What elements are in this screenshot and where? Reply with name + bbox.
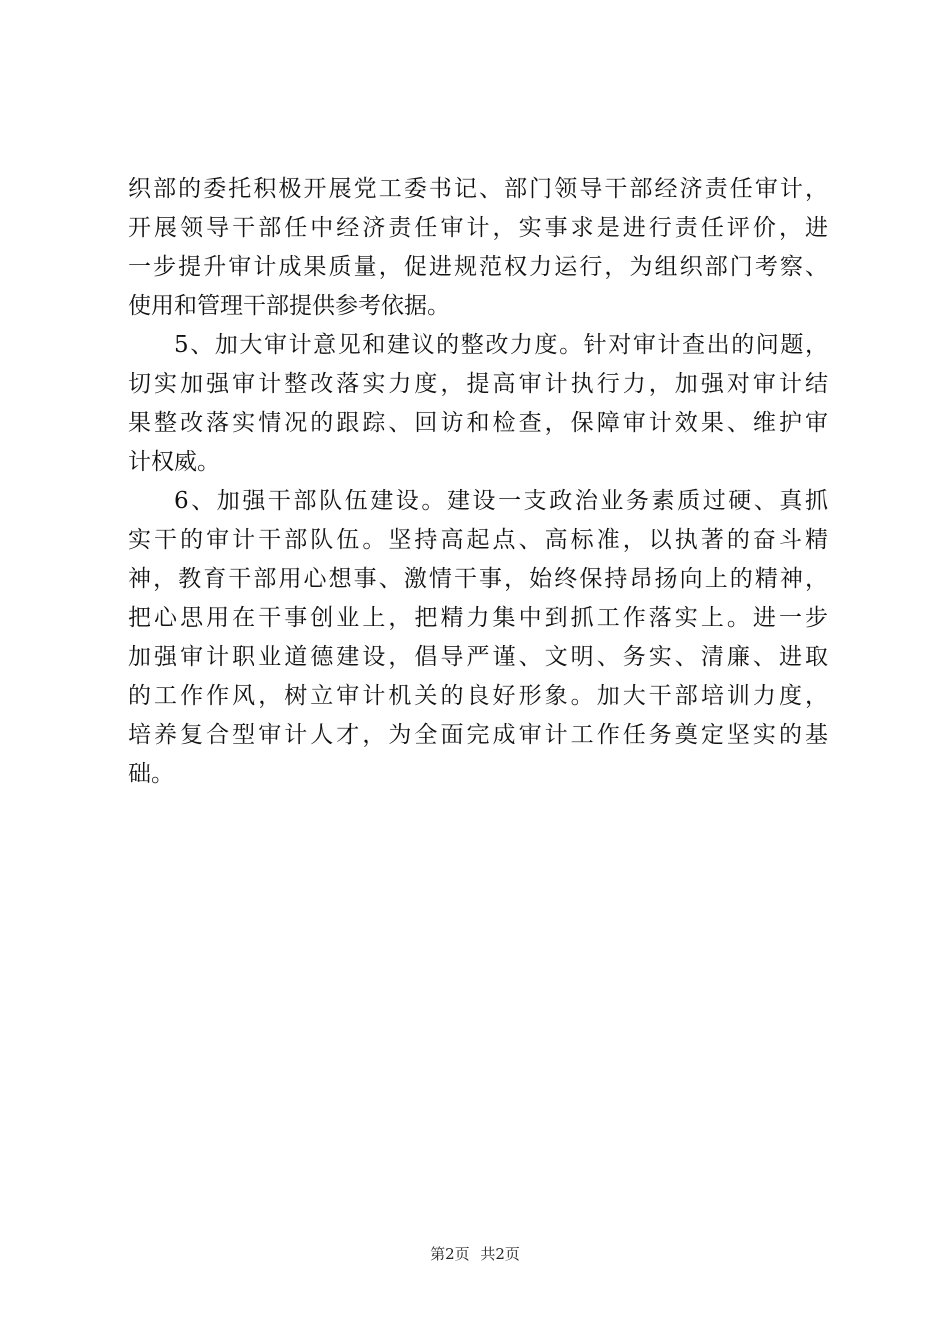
text-line: 加强审计职业道德建设，倡导严谨、文明、务实、清廉、进取 [128, 644, 828, 670]
text-line: 神，教育干部用心想事、激情干事，始终保持昂扬向上的精神， [128, 566, 828, 592]
text-line: 一步提升审计成果质量，促进规范权力运行，为组织部门考察、 [128, 254, 828, 280]
text-line: 把心思用在干事创业上，把精力集中到抓工作落实上。进一步 [128, 605, 828, 631]
text-line: 实干的审计干部队伍。坚持高起点、高标准，以执著的奋斗精 [128, 527, 828, 553]
text-line: 切实加强审计整改落实力度，提高审计执行力，加强对审计结 [128, 371, 828, 397]
text-line: 的工作作风，树立审计机关的良好形象。加大干部培训力度， [128, 683, 828, 709]
text-line: 使用和管理干部提供参考依据。 [128, 293, 450, 319]
text-line: 5、加大审计意见和建议的整改力度。针对审计查出的问题， [174, 332, 828, 358]
page-number: 第2页 [430, 1245, 470, 1263]
text-line: 培养复合型审计人才，为全面完成审计工作任务奠定坚实的基 [128, 722, 828, 748]
text-line: 6、加强干部队伍建设。建设一支政治业务素质过硬、真抓 [174, 488, 828, 514]
text-line: 织部的委托积极开展党工委书记、部门领导干部经济责任审计， [128, 176, 828, 202]
document-body [128, 170, 828, 794]
text-line: 计权威。 [128, 449, 220, 475]
text-line: 开展领导干部任中经济责任审计，实事求是进行责任评价，进 [128, 215, 828, 241]
page-total: 共2页 [480, 1245, 520, 1263]
page-footer [0, 1244, 950, 1264]
text-line: 础。 [128, 761, 174, 787]
text-line: 果整改落实情况的跟踪、回访和检查，保障审计效果、维护审 [128, 410, 828, 436]
